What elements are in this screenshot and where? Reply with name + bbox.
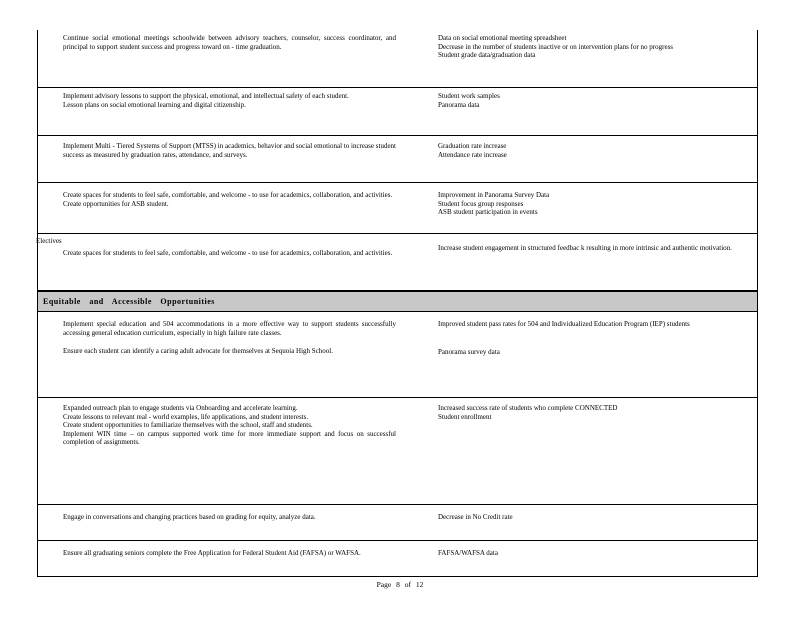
strategy-text: Create lessons to relevant real - world examples, life applications, and student interests.	[63, 412, 309, 421]
measure-text: Improvement in Panorama Survey Data	[438, 191, 550, 199]
measure-item	[417, 549, 752, 558]
measure-item	[417, 208, 752, 217]
measure-text: Decrease in No Credit rate	[438, 513, 513, 521]
measure-text: Graduation rate increase	[438, 142, 507, 150]
measure-item	[417, 320, 752, 329]
strategy-item	[42, 430, 396, 447]
strategy-cell	[42, 549, 396, 558]
strategy-item	[42, 404, 396, 413]
spacer	[42, 337, 396, 347]
measure-text: Student grade data/graduation data	[438, 51, 536, 60]
strategy-text: Implement advisory lessons to support the physical, emotional, and intellectual safety of each student.	[63, 92, 349, 100]
measure-item	[417, 151, 752, 160]
strategy-item	[42, 347, 396, 356]
strategy-text: Ensure all graduating seniors complete the Free Application for Federal Student Aid (FAFSA) or WAFSA.	[63, 549, 361, 557]
strategy-text: Create student opportunities to familiarize themselves with the school, staff and students.	[63, 421, 313, 430]
measure-item	[417, 348, 752, 357]
strategy-text: Ensure each student can identify a caring adult advocate for themselves at Sequoia High School.	[63, 347, 333, 356]
measure-item	[417, 43, 752, 52]
table-row	[37, 183, 758, 234]
measure-text: Panorama data	[438, 100, 480, 109]
section-header	[37, 291, 758, 312]
table-row	[37, 30, 758, 88]
measure-cell	[417, 191, 752, 217]
measure-text: Panorama survey data	[438, 347, 500, 356]
strategy-item	[42, 200, 396, 209]
strategy-text: Lesson plans on social emotional learning and digital citizenship.	[63, 100, 246, 109]
strategy-cell	[42, 34, 396, 51]
strategy-text: Engage in conversations and changing practices based on grading for equity, analyze data.	[63, 513, 316, 521]
strategy-text: Implement Multi - Tiered Systems of Support (MTSS) in academics, behavior and social emotional to increase student success as measured by graduation rates, attendance, and surveys.	[63, 142, 396, 159]
measure-cell	[417, 92, 752, 109]
strategy-item	[42, 513, 396, 522]
table-row	[37, 541, 758, 577]
measure-item	[417, 51, 752, 60]
measure-cell	[417, 549, 752, 558]
measure-item	[417, 92, 752, 101]
measure-item	[417, 404, 752, 413]
measure-text: Student focus group responses	[438, 199, 524, 208]
strategy-text: Expanded outreach plan to engage students via Onboarding and accelerate learning.	[63, 404, 298, 412]
measure-item	[417, 142, 752, 151]
measure-item	[417, 191, 752, 200]
electives-label: Electives	[36, 237, 62, 245]
section-title: Equitable and Accessible Opportunities	[43, 297, 215, 306]
strategy-item	[42, 549, 396, 558]
table-row	[37, 505, 758, 541]
strategy-cell	[42, 142, 396, 159]
measure-item	[417, 200, 752, 209]
strategy-cell	[42, 92, 396, 109]
strategy-text: Implement special education and 504 accommodations in a more effective way to support students successfully accessing general education curriculum, especially in high failure rate classes.	[63, 320, 396, 337]
strategy-item	[42, 249, 396, 258]
measure-cell	[417, 142, 752, 159]
table-row	[37, 88, 758, 136]
page-number: Page 8 of 12	[376, 580, 424, 589]
strategy-item	[42, 92, 396, 101]
measure-cell	[417, 513, 752, 522]
measure-text: FAFSA/WAFSA data	[438, 549, 498, 557]
measure-text: Decrease in the number of students inactive or on intervention plans for no progress	[438, 42, 674, 51]
measure-cell	[417, 34, 752, 60]
measure-text: Increased success rate of students who complete CONNECTED	[438, 404, 618, 412]
strategy-item	[42, 421, 396, 430]
measure-item	[417, 413, 752, 422]
measure-text: Attendance rate increase	[438, 150, 507, 159]
measure-text: Student work samples	[438, 92, 500, 100]
strategy-cell	[42, 404, 396, 447]
table-row	[37, 234, 758, 291]
strategy-text: Continue social emotional meetings schoolwide between advisory teachers, counselor, success coordinator, and principal to support student success and progress toward on - time graduation.	[63, 34, 396, 51]
strategy-item	[42, 191, 396, 200]
strategy-cell	[42, 249, 396, 258]
measure-item	[417, 101, 752, 110]
measure-text: Data on social emotional meeting spreadsheet	[438, 34, 567, 42]
strategy-item	[42, 34, 396, 51]
strategy-cell	[42, 513, 396, 522]
measure-text: Increase student engagement in structured feedbac k resulting in more intrinsic and authentic motivation.	[438, 244, 732, 252]
measure-cell	[417, 244, 752, 253]
strategy-text: Create spaces for students to feel safe, comfortable, and welcome - to use for academics, collaboration, and activities.	[63, 191, 393, 199]
table-row	[37, 136, 758, 183]
measure-text: Improved student pass rates for 504 and Individualized Education Program (IEP) students	[438, 320, 690, 328]
strategy-cell	[42, 191, 396, 208]
strategy-item	[42, 142, 396, 159]
measure-text: ASB student participation in events	[438, 208, 538, 217]
strategy-text: Create spaces for students to feel safe, comfortable, and welcome - to use for academics, collaboration, and activities.	[63, 249, 393, 257]
measure-item	[417, 513, 752, 522]
table-row	[37, 398, 758, 505]
measure-item	[417, 34, 752, 43]
strategy-item	[42, 101, 396, 110]
measure-cell	[417, 320, 752, 356]
strategy-cell	[42, 320, 396, 356]
measure-text: Student enrollment	[438, 412, 492, 421]
measure-cell	[417, 404, 752, 421]
strategy-item	[42, 413, 396, 422]
table-row	[37, 312, 758, 398]
strategy-item	[42, 320, 396, 337]
spacer	[417, 329, 752, 348]
measure-item	[417, 244, 752, 253]
strategy-text: Implement WIN time – on campus supported work time for more immediate support and focus on successful completion of assignments.	[63, 429, 396, 447]
strategy-text: Create opportunities for ASB student.	[63, 199, 169, 208]
